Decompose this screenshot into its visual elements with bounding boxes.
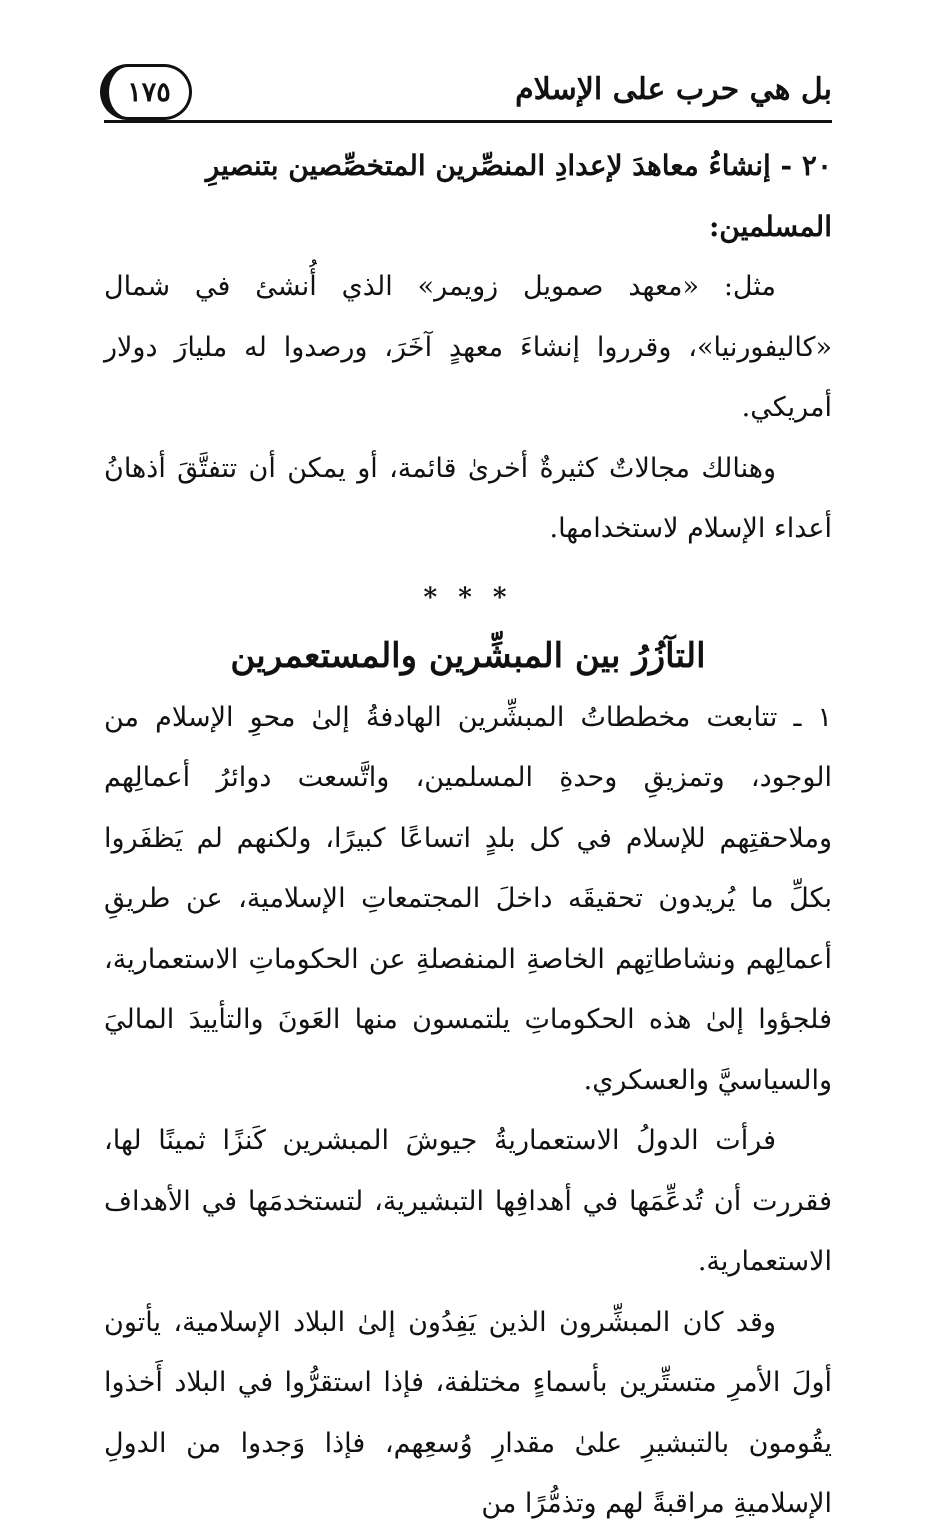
paragraph-2: فرأت الدولُ الاستعماريةُ جيوشَ المبشرين كَنزًا ثمينًا لها، فقررت أن تُدعِّمَها في أهدافِها التبشيرية، لتستخدمَها في الأهداف الاستعمارية. [104, 1125, 832, 1277]
running-title: بل هي حرب على الإسلام [515, 72, 832, 107]
page-number: ١٧٥ [127, 76, 171, 108]
page-body [104, 136, 832, 1535]
item-20-heading: ٢٠ - إنشاءُ معاهدَ لإعدادِ المنصِّرين المتخصِّصين بتنصيرِ [205, 149, 832, 182]
page-number-badge [100, 64, 192, 120]
paragraph-1: ١ ـ تتابعت مخططاتُ المبشِّرين الهادفةُ إلىٰ محوِ الإسلام من الوجود، وتمزيقِ وحدةِ المسلمين، واتَّسعت دوائرُ أعمالِهم وملاحقتِهم للإسلام في كل بلدٍ اتساعًا كبيرًا، ولكنهم لم يَظفَروا بكلِّ ما يُريدون تحقيقَه داخلَ المجتمعاتِ الإسلامية، عن طريقِ أعمالِهم ونشاطاتِهم الخاصةِ المنفصلةِ عن الحكوماتِ الاستعمارية، فلجؤوا إلىٰ هذه الحكوماتِ يلتمسون منها العَونَ والتأييدَ الماليَ والسياسيَّ والعسكري. [104, 701, 832, 1096]
section-separator: * * * [423, 582, 513, 613]
header-rule [104, 120, 832, 123]
fields-paragraph: وهنالك مجالاتٌ كثيرةٌ أخرىٰ قائمة، أو يمكن أن تتفتَّقَ أذهانُ أعداء الإسلام لاستخدامها. [104, 452, 832, 544]
example-paragraph: مثل: «معهد صمويل زويمر» الذي أُنشئ في شمال «كاليفورنيا»، وقرروا إنشاءَ معهدٍ آخَرَ، ورصدوا له مليارَ دولار أمريكي. [104, 271, 832, 423]
section-title: التآزُرُ بين المبشِّرين والمستعمرين [230, 635, 706, 676]
item-20-heading-continued: المسلمين: [708, 209, 832, 243]
paragraph-3: وقد كان المبشِّرون الذين يَفِدُون إلىٰ البلاد الإسلامية، يأتون أولَ الأمرِ متستِّرين بأسماءٍ مختلفة، فإذا استقرُّوا في البلاد أَخذوا يقُومون بالتبشيرِ علىٰ مقدارِ وُسعِهم، فإذا وَجدوا من الدولِ الإسلاميةِ مراقبةً لهم وتذمُّرًا من [104, 1306, 832, 1519]
